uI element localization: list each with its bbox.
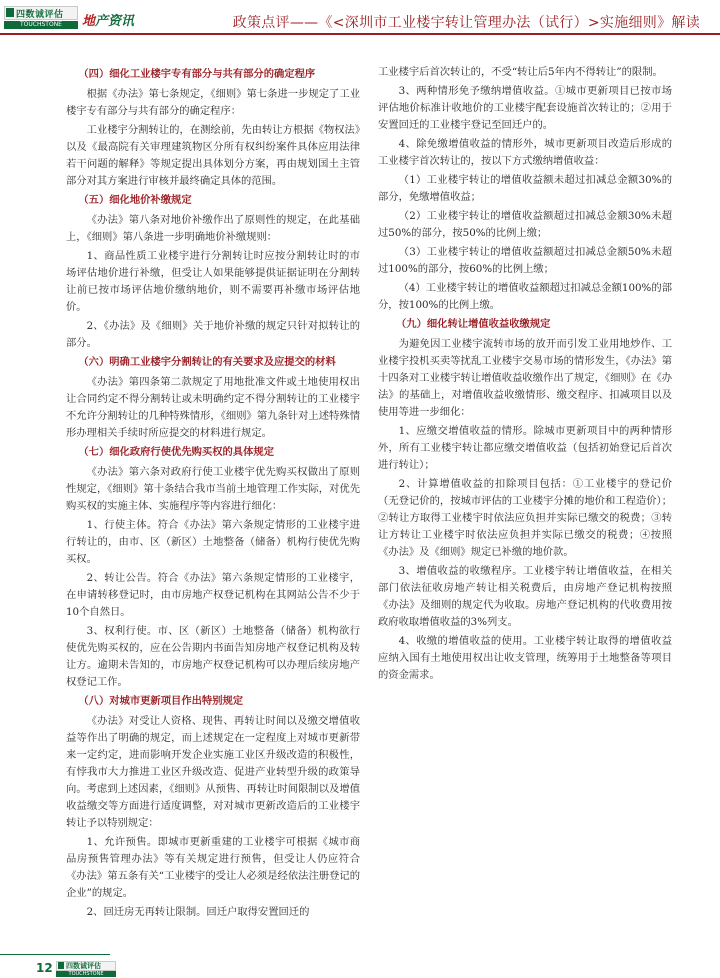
paragraph: （1）工业楼宇转让的增值收益额未超过扣减总金额30%的部分，免缴增值收益；	[378, 174, 672, 203]
paragraph: （2）工业楼宇转让的增值收益额超过扣减总金额30%未超过50%的部分，按50%的比例上缴；	[378, 210, 672, 239]
page-number: 12	[36, 961, 53, 975]
section-heading: （六）明确工业楼宇分割转让的有关要求及应提交的材料	[78, 356, 336, 368]
paragraph: 4、收缴的增值收益的使用。工业楼宇转让取得的增值收益应纳入国有土地使用权出让收支管理，统筹用于土地整备等项目的资金需求。	[378, 635, 672, 681]
footer-divider	[0, 954, 110, 955]
paragraph: （4）工业楼宇转让的增值收益额超过扣减总金额100%的部分，按100%的比例上缴。	[378, 282, 672, 311]
right-column	[378, 64, 672, 686]
paragraph: 《办法》第八条对地价补缴作出了原则性的规定，在此基础上，《细则》第八条进一步明确地价补缴规则：	[66, 214, 360, 243]
footer-logo: 四数诚评估 TOUCHSTONE	[56, 961, 116, 977]
paragraph: 1、允许预售。即城市更新重建的工业楼宇可根据《城市商品房预售管理办法》等有关规定进行预售，但受让人仍应符合《办法》第五条有关“工业楼宇的受让人必须是经依法注册登记的企业”的规定。	[66, 836, 360, 899]
paragraph: 2、转让公告。符合《办法》第六条规定情形的工业楼宇，在申请转移登记时，由市房地产权登记机构在其网站公告不少于10个自然日。	[66, 572, 360, 618]
header-divider	[0, 33, 720, 35]
paragraph: 1、商品性质工业楼宇进行分割转让时应按分割转让时的市场评估地价进行补缴，但受让人如果能够提供证据证明在分割转让前已按市场评估地价缴纳地价，则不需要再补缴市场评估地价。	[66, 250, 360, 313]
magazine-brand: 地产资讯	[82, 14, 135, 29]
section-heading: （七）细化政府行使优先购买权的具体规定	[78, 446, 274, 458]
paragraph: 4、除免缴增值收益的情形外，城市更新项目改造后形成的工业楼宇首次转让的，按以下方式缴纳增值收益：	[378, 138, 672, 167]
page-title: 政策点评——《<深圳市工业楼宇转让管理办法（试行）>实施细则》解读	[232, 15, 700, 31]
section-heading: （五）细化地价补缴规定	[78, 194, 192, 206]
paragraph: 2、回迁房无再转让限制。回迁户取得安置回迁的	[86, 906, 310, 918]
paragraph: 《办法》对受让人资格、现售、再转让时间以及缴交增值收益等作出了明确的规定，而上述规定在一定程度上对城市更新带来一定约定，进而影响开发企业实施工业区升级改造的积极性，有悖我市大力推进工业区升级改造、促进产业转型升级的政策导向。考虑到上述因素，《细则》从预售、再转让时间限制以及增值收益缴交等方面进行适度调整，对对城市更新改造后的工业楼宇转让予以特别规定：	[66, 715, 360, 829]
paragraph: 《办法》第四条第二款规定了用地批准文件或土地使用权出让合同约定不得分割转让或未明确约定不得分割转让的工业楼宇不允许分割转让的几种特殊情形，《细则》第九条针对上述特殊情形办理相关手续时所应提交的材料进行规定。	[66, 376, 360, 439]
paragraph: 3、增值收益的收缴程序。工业楼宇转让增值收益，在相关部门依法征收房地产转让相关税费后，由房地产登记机构按照《办法》及细则的规定代为收取。房地产登记机构的代收费用按政府收取增值收益的3%列支。	[378, 565, 672, 628]
paragraph: 工业楼宇分割转让的，在测绘前，先由转让方根据《物权法》以及《最高院有关审理建筑物区分所有权纠纷案件具体应用法律若干问题的解释》等规定提出具体划分方案，再由规划国土主管部分对其方案进行审核并最终确定具体的范围。	[66, 124, 360, 187]
paragraph: 根据《办法》第七条规定，《细则》第七条进一步规定了工业楼宇专有部分与共有部分的确定程序：	[66, 88, 360, 117]
paragraph: 《办法》第六条对政府行使工业楼宇优先购买权做出了原则性规定，《细则》第十条结合我市当前土地管理工作实际，对优先购买权的实施主体、实施程序等内容进行细化：	[66, 466, 360, 512]
company-logo: 四数诚评估 TOUCHSTONE	[4, 6, 78, 30]
page-header	[0, 0, 720, 36]
paragraph: 工业楼宇后首次转让的，不受“转让后5年内不得转让”的限制。	[378, 66, 663, 78]
section-heading: （九）细化转让增值收益收缴规定	[396, 318, 551, 330]
section-heading: （八）对城市更新项目作出特别规定	[78, 695, 244, 707]
paragraph: 3、两种情形免予缴纳增值收益。①城市更新项目已按市场评估地价标准计收地价的工业楼宇配套设施首次转让的；②用于安置回迁的工业楼宇登记至回迁户的。	[378, 85, 672, 131]
paragraph: 2、计算增值收益的扣除项目包括：①工业楼宇的登记价（无登记价的，按城市评估的工业楼宇分摊的地价和工程造价）；②转让方取得工业楼宇时依法应负担并实际已缴交的税费；③转让方转让工业楼宇时依法应负担并实际已缴交的税费；④按照《办法》及《细则》规定已补缴的地价款。	[378, 478, 672, 558]
paragraph: 为避免因工业楼宇流转市场的放开而引发工业用地炒作、工业楼宇投机买卖等扰乱工业楼宇交易市场的情形发生，《办法》第十四条对工业楼宇转让增值收益收缴作出了规定，《细则》在《办法》的基础上，对增值收益收缴情形、缴交程序、扣减项目以及使用等进一步细化：	[378, 338, 672, 418]
page-footer	[0, 954, 720, 978]
paragraph: 1、行使主体。符合《办法》第六条规定情形的工业楼宇进行转让的，由市、区（新区）土地整备（储备）机构行使优先购买权。	[66, 519, 360, 565]
paragraph: 2、《办法》及《细则》关于地价补缴的规定只针对拟转让的部分。	[66, 320, 360, 349]
section-heading: （四）细化工业楼宇专有部分与共有部分的确定程序	[78, 68, 316, 80]
paragraph: 1、应缴交增值收益的情形。除城市更新项目中的两种情形外，所有工业楼宇转让都应缴交增值收益（包括初始登记后首次进行转让）；	[378, 425, 672, 471]
left-column	[66, 64, 360, 923]
paragraph: （3）工业楼宇转让的增值收益额超过扣减总金额50%未超过100%的部分，按60%的比例上缴；	[378, 246, 672, 275]
paragraph: 3、权利行使。市、区（新区）土地整备（储备）机构欲行使优先购买权的，应在公告期内书面告知房地产权登记机构及转让方。逾期未告知的，市房地产权登记机构可以办理后续房地产权登记工作。	[66, 625, 360, 688]
